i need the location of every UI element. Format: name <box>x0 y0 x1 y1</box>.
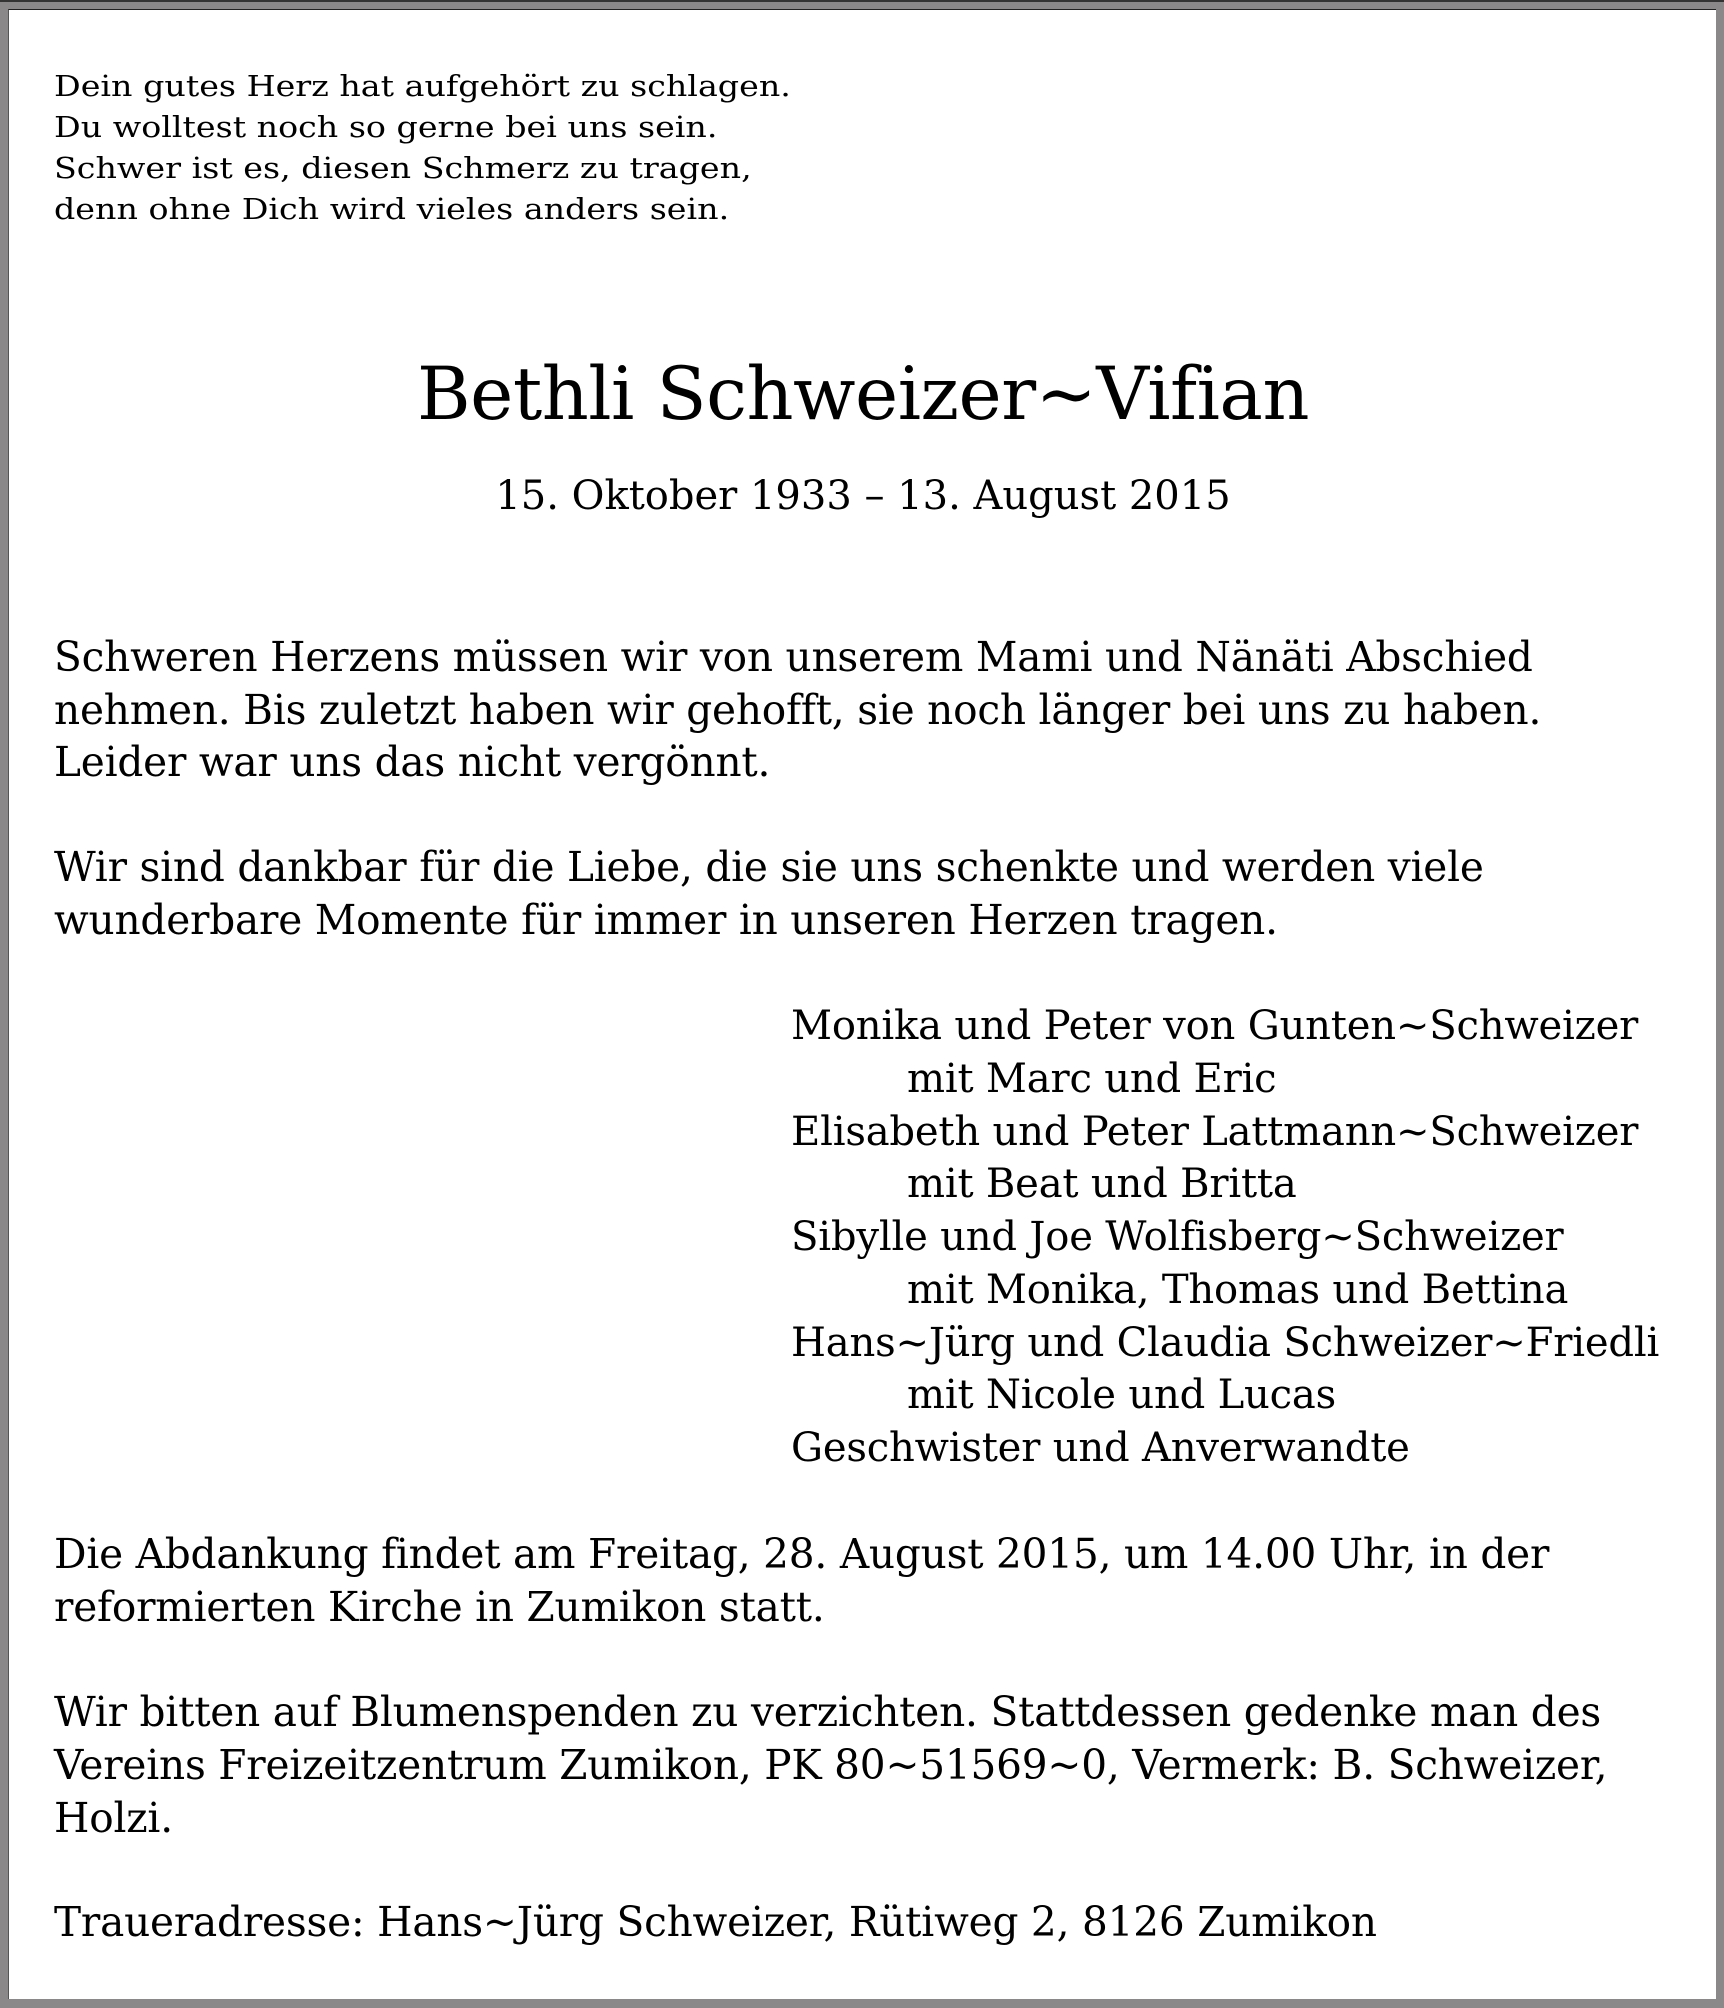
mourner-line: mit Beat und Britta <box>907 1159 1297 1207</box>
mourner-line: Sibylle und Joe Wolfisberg~Schweizer <box>791 1212 1564 1260</box>
deceased-name: Bethli Schweizer~Vifian <box>417 352 1309 437</box>
mourner-line: Geschwister und Anverwandte <box>791 1423 1410 1471</box>
text-line: Wir bitten auf Blumenspenden zu verzichten. Stattdessen gedenke man des <box>54 1687 1602 1736</box>
text-line: Vereins Freizeitzentrum Zumikon, PK 80~51569~0, Vermerk: B. Schweizer, <box>54 1740 1608 1789</box>
mourner-line: mit Marc und Eric <box>907 1054 1277 1102</box>
text-line: wunderbare Momente für immer in unseren Herzen tragen. <box>54 895 1278 944</box>
text-line: Leider war uns das nicht vergönnt. <box>54 737 771 786</box>
poem-line: Dein gutes Herz hat aufgehört zu schlagen. <box>54 69 791 103</box>
poem-line: Du wolltest noch so gerne bei uns sein. <box>54 110 718 144</box>
mourner-line: mit Nicole und Lucas <box>907 1370 1336 1418</box>
mourner-line: Hans~Jürg und Claudia Schweizer~Friedli <box>791 1318 1660 1366</box>
life-dates: 15. Oktober 1933 – 13. August 2015 <box>495 473 1231 519</box>
frame-top-line <box>0 0 1724 2</box>
poem-line: denn ohne Dich wird vieles anders sein. <box>54 192 730 226</box>
mourner-line: mit Monika, Thomas und Bettina <box>907 1265 1569 1313</box>
text-line: Schweren Herzens müssen wir von unserem Mami und Nänäti Abschied <box>54 632 1533 681</box>
mourning-address: Traueradresse: Hans~Jürg Schweizer, Rütiweg 2, 8126 Zumikon <box>54 1897 1377 1946</box>
mourner-line: Elisabeth und Peter Lattmann~Schweizer <box>791 1107 1639 1155</box>
poem-line: Schwer ist es, diesen Schmerz zu tragen, <box>54 151 752 185</box>
mourner-line: Monika und Peter von Gunten~Schweizer <box>791 1001 1639 1049</box>
text-line: Wir sind dankbar für die Liebe, die sie uns schenkte und werden viele <box>54 842 1484 891</box>
text-line: Die Abdankung findet am Freitag, 28. August 2015, um 14.00 Uhr, in der <box>54 1529 1550 1578</box>
obituary-notice <box>8 9 1716 1999</box>
text-line: Holzi. <box>54 1793 173 1842</box>
text-line: nehmen. Bis zuletzt haben wir gehofft, sie noch länger bei uns zu haben. <box>54 685 1542 734</box>
text-line: reformierten Kirche in Zumikon statt. <box>54 1582 825 1631</box>
